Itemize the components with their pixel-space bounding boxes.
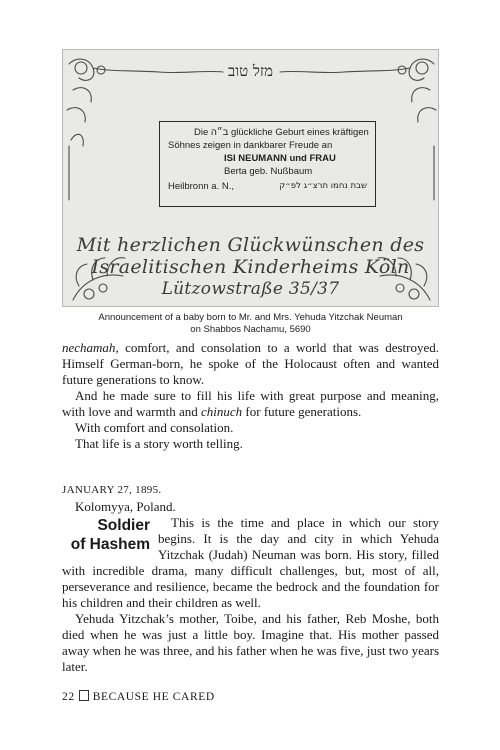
paragraph-purpose: And he made sure to fill his life with great purpose and meaning, with love and warmth and chinuch for future generations. [62,388,439,419]
stamp-parents-name: ISI NEUMANN und FRAU [224,153,336,164]
subheading-soldier-of-hashem: Soldier of Hashem [70,517,150,553]
square-separator-icon [79,690,89,701]
stamp-place-date [168,180,367,193]
hebrew-mazel-tov: מזל טוב [228,62,273,80]
stamp-mother-maiden-name: Berta geb. Nußbaum [224,166,313,177]
stamp-city: Heilbronn a. N., [168,181,235,192]
handwritten-greeting-line-1: Mit herzlichen Glückwünschen des [76,234,425,256]
stamp-hebrew-bh: ב״ה [210,127,229,138]
body-text-section [62,499,439,675]
running-title: BECAUSE HE CARED [92,691,215,703]
birth-announcement-stamp [159,121,376,207]
paragraph-parents: Yehuda Yitzchak’s mother, Toibe, and his father, Reb Moshe, both died when he was just a little boy. Imagine that. His mother passed away when he was three, and his father when he was five, just two years later. [62,611,439,674]
caption-line-1: Announcement of a baby born to Mr. and Mrs. Yehuda Yitzchak Neuman [98,312,403,323]
handwritten-address: Lützowstraße 35/37 [161,279,340,299]
paragraph-comfort: With comfort and consolation. [75,420,234,435]
photo-caption [62,312,439,336]
stamp-line-2: Söhnes zeigen in dankbarer Freude an [168,140,333,151]
page-footer [62,690,215,703]
body-text-upper [62,340,439,452]
stamp-hebrew-date: שבת נחמו תרצ״ג לפ״ק [279,181,367,191]
page-number: 22 [62,691,75,703]
paragraph-story: That life is a story worth telling. [75,436,243,451]
paragraph-place: Kolomyya, Poland. [75,499,176,514]
announcement-photo [62,49,439,307]
handwritten-greeting-line-2: Israelitischen Kinderheims Köln [91,256,410,278]
paragraph-nechamah: nechamah, comfort, and consolation to a world that was destroyed. Himself German-born, he spoke of the Holocaust often and wanted future generations to know. [62,340,439,387]
caption-line-2: on Shabbos Nachamu, 5690 [190,324,311,335]
stamp-line-1: Die ב״ה glückliche Geburt eines kräftigen [194,127,369,138]
paragraph-birth: This is the time and place in which our story begins. It is the day and city in which Yehuda Yitzchak (Judah) Neuman was born. His story, filled with incredible drama, many difficult challenges, but, most of all, perseverance and resilience, became the bedrock and the foundation for his children and their children as well. [62,515,439,610]
section-dateline: JANUARY 27, 1895. [62,484,162,496]
